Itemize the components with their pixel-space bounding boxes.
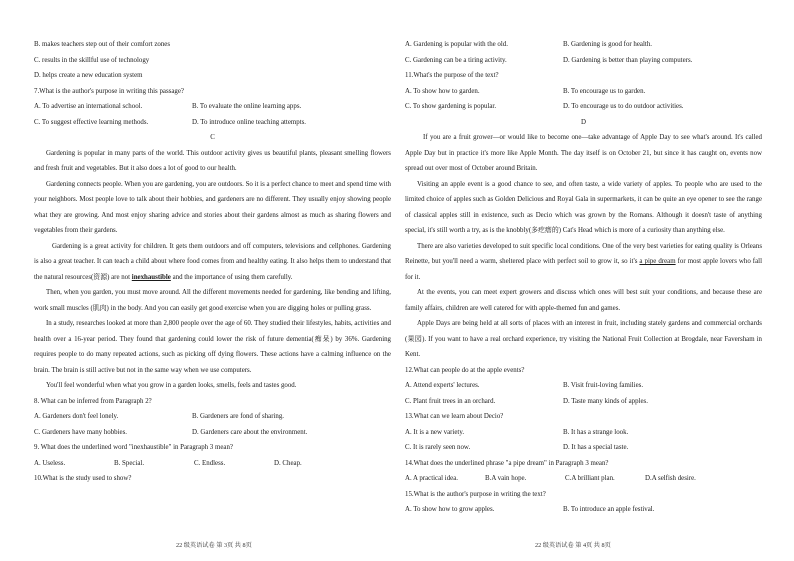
passage-d-paragraph-5: Apple Days are being held at all sorts of places with an interest in fruit, including stately gardens and commercial orchards (果园). If you want to have a real orchard experience, try visiting the National Fruit Collection at Brogdale, near Faversham in Kent. [405,320,762,358]
q11-option-d: D. To encourage us to do outdoor activities. [563,103,684,110]
q8-options-row1 [34,409,391,425]
q15-stem: 15.What is the author's purpose in writing the text? [405,490,546,498]
q14-options-row [405,471,762,487]
underlined-phrase-pipe-dream: a pipe dream [639,258,676,265]
q13-option-a: A. It is a new variety. [405,428,465,436]
section-d-heading: D [581,118,586,126]
q11-option-b: B. To encourage us to garden. [563,87,646,95]
passage-c-paragraph-6: You'll feel wonderful when what you grow in a garden looks, smells, feels and tastes good. [46,382,297,389]
section-c-heading: C [210,134,215,141]
page-footer-right: 22 级英语试卷 第 4页 共 8页 [535,542,611,549]
passage-d-paragraph-1: If you are a fruit grower—or would like to become one—take advantage of Apple Day to see what's around. It's called Apple Day but in practice it's more like Apple Month. The day itself is on October 21, but since it has caught on, events now spread out over most of October around Britain. [405,134,762,172]
q7-options-row2 [34,115,391,131]
q7-stem: 7.What is the author's purpose in writing this passage? [34,87,184,95]
q14-option-d: D.A selfish desire. [645,475,696,482]
q14-stem: 14.What does the underlined phrase "a pipe dream" in Paragraph 3 mean? [405,459,609,467]
q13-options-row2 [405,440,762,456]
q7-option-c: C. To suggest effective learning methods. [34,118,149,126]
passage-c-paragraph-1: Gardening is popular in many parts of the world. This outdoor activity gives us beautiful plants, pleasant smelling flowers and fresh fruit and vegetables. But it also does a lot of good to our health. [34,149,391,172]
q12-options-row1 [405,378,762,394]
passage-c-paragraph-5: In a study, researches looked at more than 2,800 people over the age of 60. They studied their lifestyles, habits, activities and health over a 16-year period. They found that gardening could lower the risk of future dementia(痴呆) by 36%. Gardening requires people to do many repeated actions, such as picking off dying flowers. These actions have a calming influence on the brain. The brain is still active but not in the same way when we use computers. [34,320,391,374]
p3-text-after: and the importance of using them carefully. [170,273,293,281]
q15-option-b: B. To introduce an apple festival. [563,506,655,513]
left-column [34,37,391,487]
q7-option-b: B. To evaluate the online learning apps. [192,103,302,110]
page-footer-left: 22 级英语试卷 第 3页 共 8页 [176,542,252,549]
q11-option-a: A. To show how to garden. [405,87,480,95]
q6-option-b: B. makes teachers step out of their comfort zones [34,41,171,48]
q8-options-row2 [34,425,391,441]
right-column [405,37,762,518]
q8-stem: 8. What can be inferred from Paragraph 2? [34,397,152,405]
q13-option-d: D. It has a special taste. [563,444,629,451]
passage-c-paragraph-3 [34,239,391,286]
q13-options-row1 [405,425,762,441]
q13-option-b: B. It has a strange look. [563,428,629,436]
q13-stem: 13.What can we learn about Decio? [405,413,504,420]
underlined-word-inexhaustible: inexhaustible [131,273,171,281]
q8-option-a: A. Gardeners don't feel lonely. [34,413,119,420]
q15-option-a: A. To show how to grow apples. [405,506,495,513]
d-p3-text-after: for most apple lovers who fall for it. [405,258,762,281]
q14-option-b: B.A vain hope. [485,475,527,482]
q10-options-row1 [405,37,762,53]
d-p3-text-before: There are also varieties developed to suit specific local conditions. One of the very best varieties for eating quality is Orleans Reinette, but you'll need a warm, sheltered place with perfect soil to grow it, so it's [405,242,762,265]
q7-option-d: D. To introduce online teaching attempts. [192,118,307,126]
q6-option-d: D. helps create a new education system [34,72,143,79]
passage-d-paragraph-3 [405,239,762,286]
q12-options-row2 [405,394,762,410]
q6-option-c: C. results in the skillful use of technology [34,56,150,64]
q10-options-row2 [405,53,762,69]
q12-option-a: A. Attend experts' lectures. [405,382,480,389]
q9-options-row [34,456,391,472]
q9-stem: 9. What does the underlined word "inexhaustible" in Paragraph 3 mean? [34,444,233,451]
q15-options-row1 [405,502,762,518]
q7-option-a: A. To advertise an international school. [34,103,143,110]
passage-c-paragraph-2: Gardening connects people. When you are gardening, you are outdoors. So it is a perfect chance to meet and spend time with your neighbors. Most people love to talk about their hobbies, and gardeners are no different. They usually enjoy showing people what they are growing. And most enjoy sharing advice and stories about their gardens almost as much as sharing flowers and vegetables from their gardens. [34,180,391,234]
q11-stem: 11.What's the purpose of the text? [405,72,499,79]
q10-option-a: A. Gardening is popular with the old. [405,41,508,48]
q9-option-c: C. Endless. [194,459,226,467]
passage-c-paragraph-4: Then, when you garden, you must move around. All the different movements needed for gardening, like bending and lifting, work small muscles (肌肉) in the body. And you can easily get good exercise when you are digging holes or pulling grass. [34,289,391,312]
q10-option-b: B. Gardening is good for health. [563,41,652,48]
q8-option-b: B. Gardeners are fond of sharing. [192,413,285,420]
q11-option-c: C. To show gardening is popular. [405,103,497,110]
passage-d-paragraph-2: Visiting an apple event is a good chance to see, and often taste, a wide variety of apples. To people who are used to the limited choice of apples such as Golden Delicious and Royal Gala in supermarkets, it can be quite an eye opener to see the range of classical apples still in existence, such as Decio which was grown by the Romans. Although it doesn't taste of anything special, it's still worth a try, as is the knobbly(多疙瘩的) Cat's Head which is more of a curiosity than anything else. [405,180,762,234]
q9-option-b: B. Special. [114,459,145,467]
q12-stem: 12.What can people do at the apple events? [405,366,525,374]
q9-option-a: A. Useless. [34,459,66,467]
q12-option-b: B. Visit fruit-loving families. [563,382,644,389]
q8-option-c: C. Gardeners have many hobbies. [34,428,127,436]
q11-options-row1 [405,84,762,100]
q10-option-d: D. Gardening is better than playing computers. [563,56,693,64]
p3-text-before: Gardening is a great activity for children. It gets them outdoors and off computers, televisions and cellphones. Gardening is also a great teacher. It can teach a child about where food comes from and healthy eating. It also helps them to understand that the natural resources(资源) are not [34,242,391,281]
passage-d-paragraph-4: At the events, you can meet expert growers and discuss which ones will best suit your conditions, and because these are family affairs, children are well catered for with apple-themed fun and games. [405,289,762,312]
q14-option-a: A. A practical idea. [405,475,458,482]
q13-option-c: C. It is rarely seen now. [405,444,471,451]
q14-option-c: C.A brilliant plan. [565,475,615,482]
q11-options-row2 [405,99,762,115]
q12-option-d: D. Taste many kinds of apples. [563,397,648,405]
q10-option-c: C. Gardening can be a tiring activity. [405,56,507,64]
q12-option-c: C. Plant fruit trees in an orchard. [405,397,496,405]
q10-stem: 10.What is the study used to show? [34,475,132,482]
q7-options-row1 [34,99,391,115]
q8-option-d: D. Gardeners care about the environment. [192,428,308,436]
q9-option-d: D. Cheap. [274,459,302,467]
